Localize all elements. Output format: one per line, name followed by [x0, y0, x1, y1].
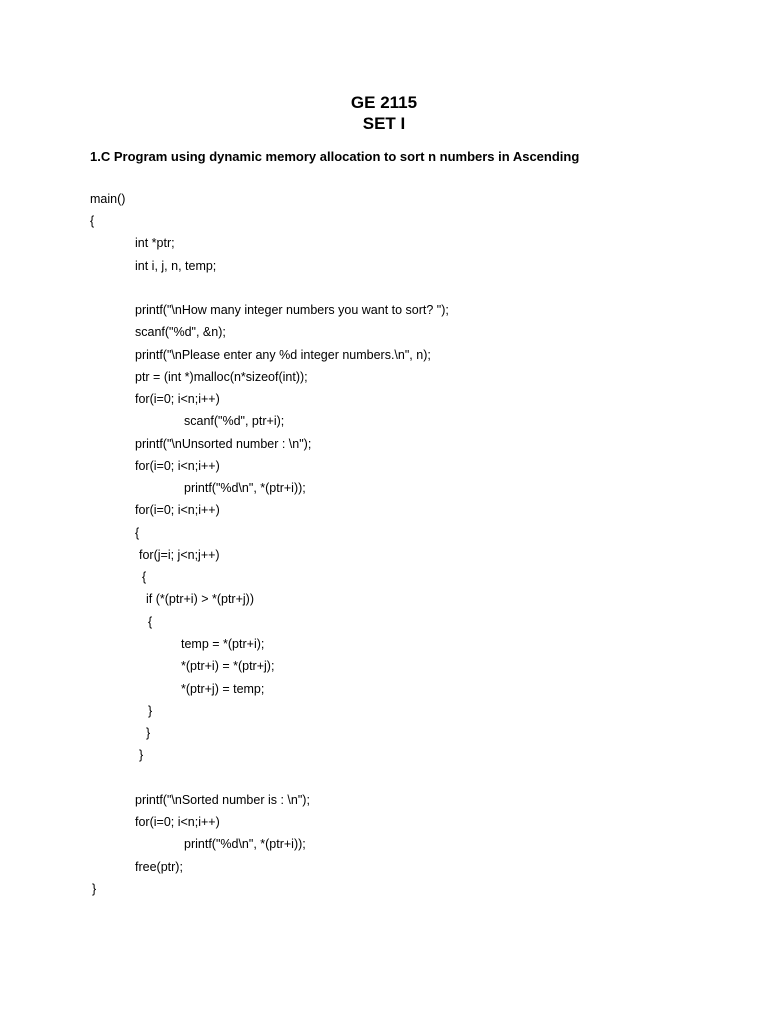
code-line: { — [142, 570, 147, 584]
code-line: { — [148, 615, 153, 629]
code-line: for(i=0; i<n;i++) — [135, 459, 220, 473]
code-line: int i, j, n, temp; — [135, 259, 217, 273]
code-line: { — [135, 526, 140, 540]
program-heading: 1.C Program using dynamic memory allocation to sort n numbers in Ascending — [90, 149, 580, 164]
code-line: for(j=i; j<n;j++) — [139, 548, 220, 562]
code-line: main() — [90, 192, 126, 206]
code-line: printf("%d\n", *(ptr+i)); — [184, 837, 306, 851]
code-line: printf("\nSorted number is : \n"); — [135, 793, 310, 807]
code-line: } — [139, 748, 144, 762]
code-line: *(ptr+i) = *(ptr+j); — [181, 659, 275, 673]
code-line: { — [90, 214, 95, 228]
set-label: SET I — [362, 114, 406, 133]
code-line: printf("\nUnsorted number : \n"); — [135, 437, 312, 451]
code-line: *(ptr+j) = temp; — [181, 682, 265, 696]
code-line: printf("\nPlease enter any %d integer numbers.\n", n); — [135, 348, 431, 362]
code-line: ptr = (int *)malloc(n*sizeof(int)); — [135, 370, 308, 384]
code-line: printf("\nHow many integer numbers you want to sort? "); — [135, 303, 449, 317]
code-line: scanf("%d", ptr+i); — [184, 414, 285, 428]
code-line: for(i=0; i<n;i++) — [135, 392, 220, 406]
code-line: if (*(ptr+i) > *(ptr+j)) — [146, 592, 255, 606]
code-line: } — [146, 726, 151, 740]
code-line: int *ptr; — [135, 236, 175, 250]
title-block — [0, 92, 768, 134]
code-line: for(i=0; i<n;i++) — [135, 815, 220, 829]
code-line: temp = *(ptr+i); — [181, 637, 265, 651]
code-line: } — [148, 704, 153, 718]
code-line: for(i=0; i<n;i++) — [135, 503, 220, 517]
code-line: } — [92, 882, 97, 896]
code-line: printf("%d\n", *(ptr+i)); — [184, 481, 306, 495]
code-line: free(ptr); — [135, 860, 183, 874]
course-code: GE 2115 — [350, 93, 418, 112]
code-line: scanf("%d", &n); — [135, 325, 226, 339]
